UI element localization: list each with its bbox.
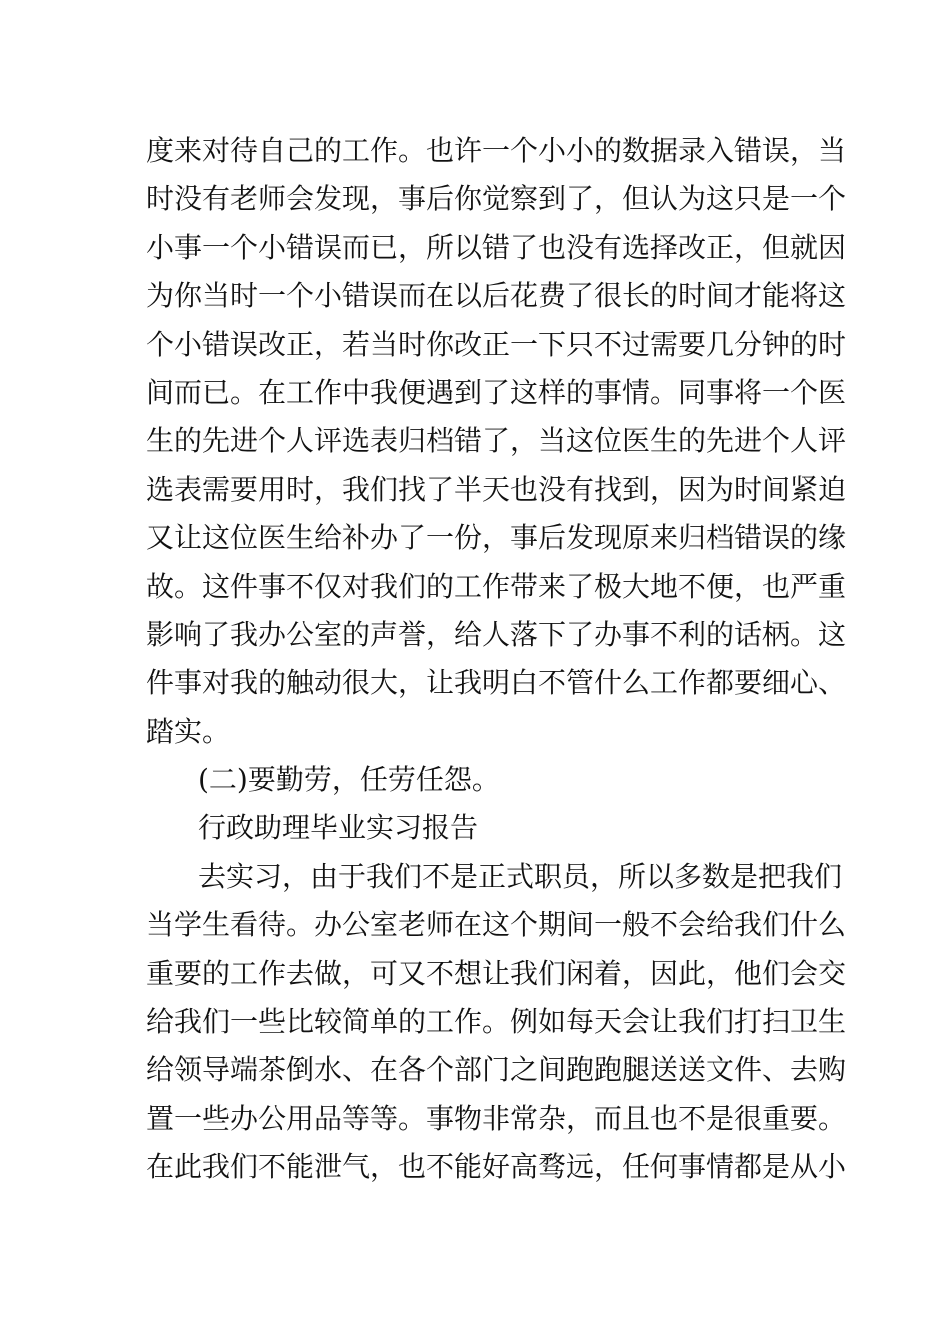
text-line: 给领导端茶倒水、在各个部门之间跑跑腿送送文件、去购: [146, 1053, 847, 1087]
text-line: 在此我们不能泄气，也不能好高骛远，任何事情都是从小: [146, 1150, 847, 1184]
text-line: 踏实。: [146, 714, 231, 748]
text-line: 置一些办公用品等等。事物非常杂，而且也不是很重要。: [146, 1101, 847, 1135]
text-line: 故。这件事不仅对我们的工作带来了极大地不便，也严重: [146, 569, 847, 603]
text-line: 生的先进个人评选表归档错了，当这位医生的先进个人评: [146, 424, 847, 458]
text-line: (二)要勤劳，任劳任怨。: [198, 763, 500, 797]
text-line: 度来对待自己的工作。也许一个小小的数据录入错误，当: [146, 134, 847, 167]
text-line: 时没有老师会发现，事后你觉察到了，但认为这只是一个: [146, 182, 847, 216]
text-line: 又让这位医生给补办了一份，事后发现原来归档错误的缘: [146, 521, 847, 555]
text-line: 小事一个小错误而已，所以错了也没有选择改正，但就因: [146, 230, 847, 264]
text-line: 当学生看待。办公室老师在这个期间一般不会给我们什么: [146, 908, 847, 942]
text-line: 去实习，由于我们不是正式职员，所以多数是把我们: [198, 859, 843, 893]
text-line: 影响了我办公室的声誉，给人落下了办事不利的话柄。这: [146, 617, 847, 651]
text-line: 个小错误改正，若当时你改正一下只不过需要几分钟的时: [146, 327, 847, 361]
text-line: 间而已。在工作中我便遇到了这样的事情。同事将一个医: [146, 375, 847, 409]
text-line: 重要的工作去做，可又不想让我们闲着，因此，他们会交: [146, 956, 847, 990]
text-line: 行政助理毕业实习报告: [198, 811, 479, 845]
text-line: 件事对我的触动很大，让我明白不管什么工作都要细心、: [146, 666, 847, 700]
text-line: 选表需要用时，我们找了半天也没有找到，因为时间紧迫: [146, 472, 847, 506]
text-line: 给我们一些比较简单的工作。例如每天会让我们打扫卫生: [146, 1005, 847, 1039]
body-text: [146, 127, 847, 1192]
text-line: 为你当时一个小错误而在以后花费了很长的时间才能将这: [146, 279, 847, 313]
